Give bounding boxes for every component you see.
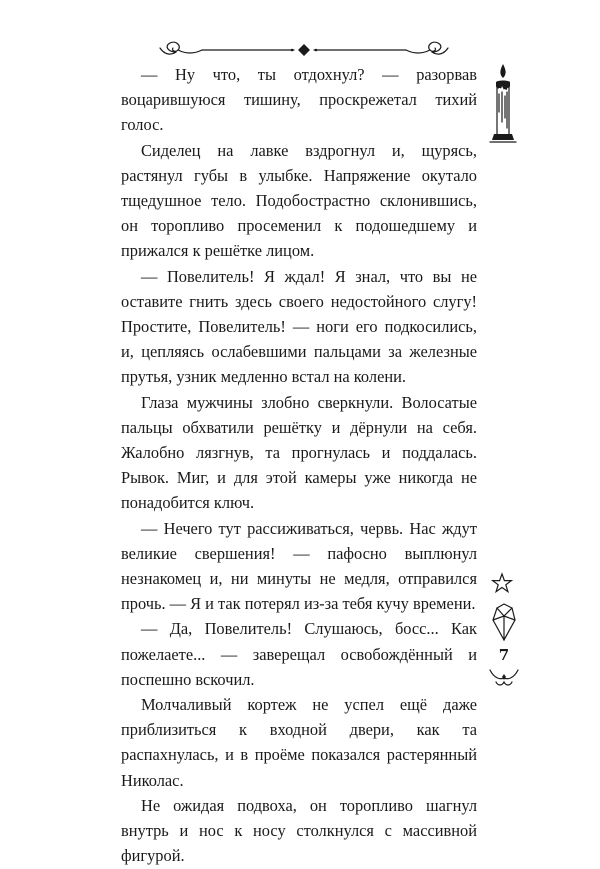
page-text bbox=[121, 62, 477, 869]
paragraph: — Нечего тут рассиживаться, червь. Нас ждут великие свершения! — пафосно выплюнул незнакомец и, ни минуты не медля, отправился прочь. — Я и так потерял из-за тебя кучу времени. bbox=[121, 518, 477, 614]
paragraph: — Ну что, ты отдохнул? — разорвав воцарившуюся тишину, проскрежетал тихий голос. bbox=[121, 65, 477, 135]
star-icon bbox=[491, 572, 513, 594]
candle-icon bbox=[488, 62, 518, 144]
paragraph: Молчаливый кортеж не успел ещё даже приблизиться к входной двери, как та распахнулась, и в проёме показался растерянный Николас. bbox=[121, 695, 477, 790]
flourish-ornament-icon bbox=[158, 38, 450, 62]
paragraph: — Повелитель! Я ждал! Я знал, что вы не оставите гнить здесь своего недостойного слугу! Простите, Повелитель! — ноги его подкосились, и, цепляясь ослабевшими пальцами за железные прутья, узник медленно встал на колени. bbox=[121, 266, 477, 387]
paragraph: — Да, Повелитель! Слушаюсь, босс... Как пожелаете... — заверещал освобождённый и поспешно вскочил. bbox=[121, 619, 477, 689]
crystal-icon bbox=[491, 602, 517, 642]
paragraph: Глаза мужчины злобно сверкнули. Волосатые пальцы обхватили решётку и дёрнули на себя. Жалобно лязгнув, та прогнулась и поддалась. Рывок. Миг, и для этой камеры уже никогда не понадобится ключ. bbox=[121, 392, 477, 513]
flourish-ornament-icon bbox=[486, 664, 522, 690]
page-number: 7 bbox=[498, 646, 510, 664]
paragraph: Сиделец на лавке вздрогнул и, щурясь, растянул губы в улыбке. Напряжение окутало тщедушное тело. Подобострастно склонившись, он торопливо просеменил к подошедшему и прижался к решётке лицом. bbox=[121, 140, 477, 261]
paragraph: Не ожидая подвоха, он торопливо шагнул внутрь и нос к носу столкнулся с массивной фигурой. bbox=[121, 795, 477, 866]
